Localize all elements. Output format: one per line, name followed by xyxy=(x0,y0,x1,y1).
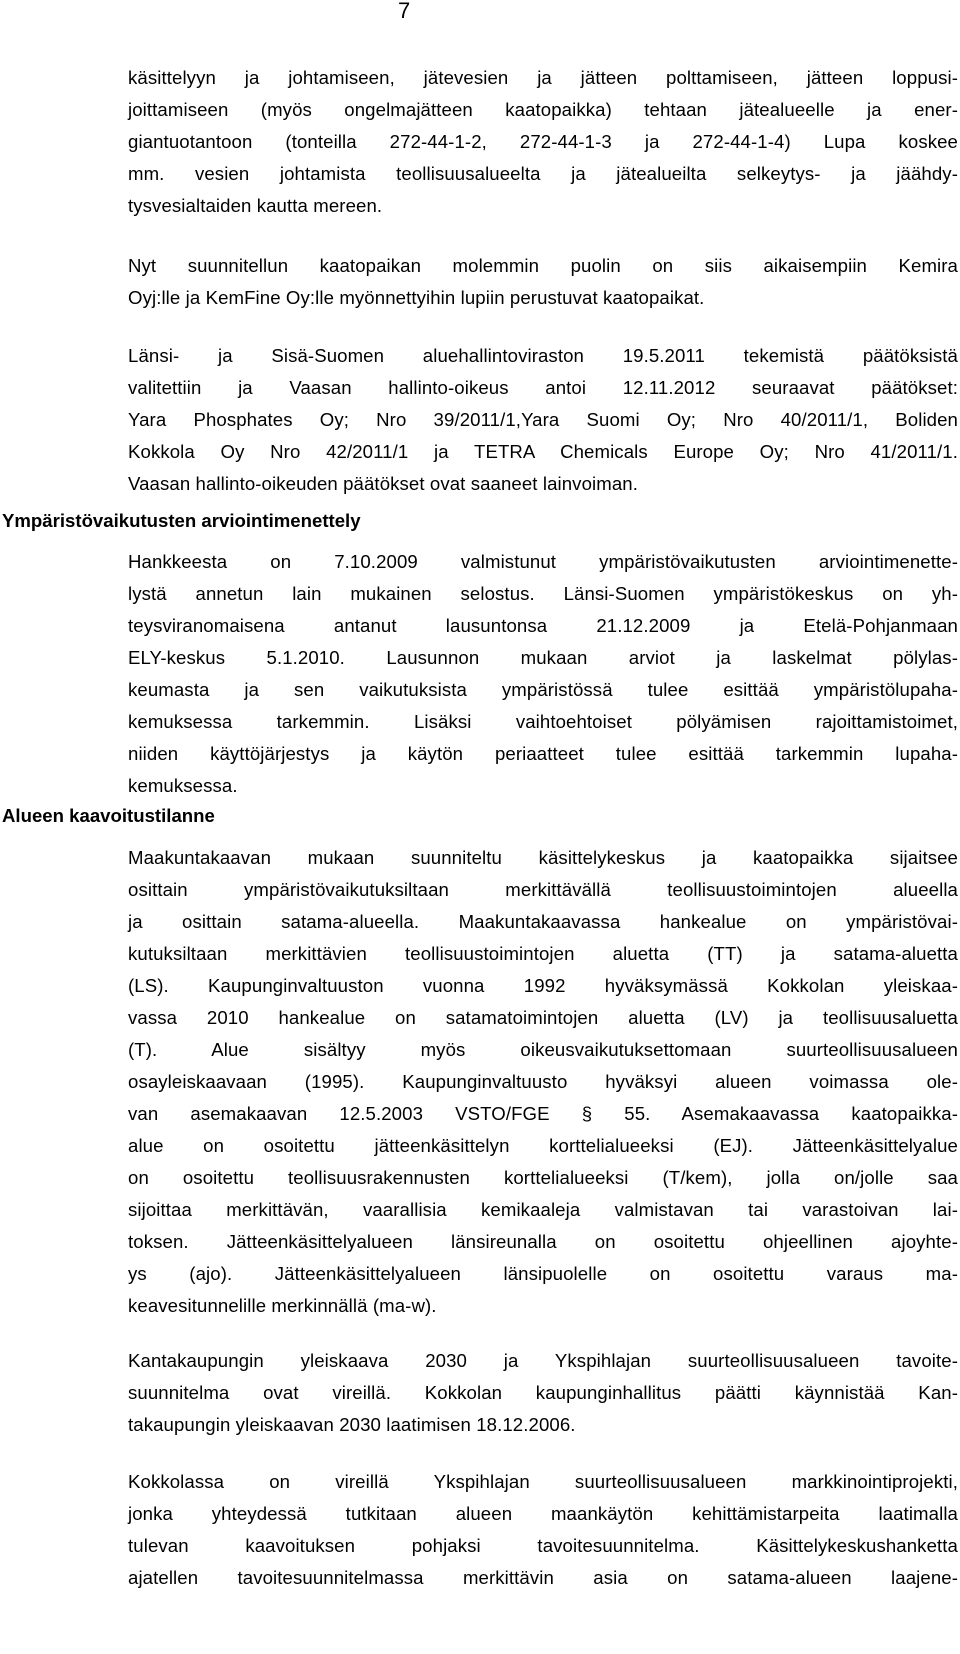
text-line: giantuotantoon (tonteilla 272-44-1-2, 272-44-1-3 ja 272-44-1-4) Lupa koskee xyxy=(128,131,958,152)
text-line: Hankkeesta on 7.10.2009 valmistunut ympäristövaikutusten arviointimenette- xyxy=(128,551,958,572)
text-line: lystä annetun lain mukainen selostus. Länsi-Suomen ympäristökeskus on yh- xyxy=(128,583,958,604)
text-line: keumasta ja sen vaikutuksista ympäristössä tulee esittää ympäristölupaha- xyxy=(128,679,958,700)
paragraph-marketing-project xyxy=(128,1466,958,1594)
text-line: ELY-keskus 5.1.2010. Lausunnon mukaan arviot ja laskelmat pölylas- xyxy=(128,647,958,668)
section-heading-zoning: Alueen kaavoitustilanne xyxy=(2,805,215,826)
text-line: toksen. Jätteenkäsittelyalueen länsireunalla on osoitettu ohjeellinen ajoyhte- xyxy=(128,1231,958,1252)
paragraph-permit-scope xyxy=(128,62,958,222)
paragraph-zoning xyxy=(128,842,958,1322)
text-line: kemuksessa tarkemmin. Lisäksi vaihtoehtoiset pölyämisen rajoittamistoimet, xyxy=(128,711,958,732)
text-line: osayleiskaavaan (1995). Kaupunginvaltuusto hyväksyi alueen voimassa ole- xyxy=(128,1071,958,1092)
text-line: Yara Phosphates Oy; Nro 39/2011/1,Yara Suomi Oy; Nro 40/2011/1, Boliden xyxy=(128,409,958,430)
text-line: Nyt suunnitellun kaatopaikan molemmin puolin on siis aikaisempiin Kemira xyxy=(128,255,958,276)
text-line: tulevan kaavoituksen pohjaksi tavoitesuunnitelma. Käsittelykeskushanketta xyxy=(128,1535,958,1556)
paragraph-court-decisions xyxy=(128,340,958,500)
text-line: kemuksessa. xyxy=(128,775,238,796)
text-line: Kokkola Oy Nro 42/2011/1 ja TETRA Chemicals Europe Oy; Nro 41/2011/1. xyxy=(128,441,958,462)
text-line: sijoittaa merkittävän, vaarallisia kemikaaleja valmistavan tai varastoivan lai- xyxy=(128,1199,958,1220)
text-line: kutuksiltaan merkittävien teollisuustoimintojen aluetta (TT) ja satama-aluetta xyxy=(128,943,958,964)
text-line: ys (ajo). Jätteenkäsittelyalueen länsipuolelle on osoitettu varaus ma- xyxy=(128,1263,958,1284)
paragraph-master-plan xyxy=(128,1345,958,1441)
text-line: joittamiseen (myös ongelmajätteen kaatopaikka) tehtaan jätealueelle ja ener- xyxy=(128,99,958,120)
text-line: van asemakaavan 12.5.2003 VSTO/FGE § 55. Asemakaavassa kaatopaikka- xyxy=(128,1103,958,1124)
text-line: takaupungin yleiskaavan 2030 laatimisen 18.12.2006. xyxy=(128,1414,576,1435)
text-line: Vaasan hallinto-oikeuden päätökset ovat saaneet lainvoiman. xyxy=(128,473,638,494)
text-line: valitettiin ja Vaasan hallinto-oikeus antoi 12.11.2012 seuraavat päätökset: xyxy=(128,377,958,398)
paragraph-landfills xyxy=(128,250,958,314)
text-line: Maakuntakaavan mukaan suunniteltu käsittelykeskus ja kaatopaikka sijaitsee xyxy=(128,847,958,868)
text-line: Kokkolassa on vireillä Ykspihlajan suurteollisuusalueen markkinointiprojekti, xyxy=(128,1471,958,1492)
text-line: (LS). Kaupunginvaltuuston vuonna 1992 hyväksymässä Kokkolan yleiskaa- xyxy=(128,975,958,996)
section-heading-yva: Ympäristövaikutusten arviointimenettely xyxy=(2,510,361,531)
text-line: tysvesialtaiden kautta mereen. xyxy=(128,195,383,216)
text-line: ajatellen tavoitesuunnitelmassa merkittävin asia on satama-alueen laajene- xyxy=(128,1567,958,1588)
text-line: osittain ympäristövaikutuksiltaan merkittävällä teollisuustoimintojen alueella xyxy=(128,879,958,900)
text-line: (T). Alue sisältyy myös oikeusvaikutuksettomaan suurteollisuusalueen xyxy=(128,1039,958,1060)
text-line: Oyj:lle ja KemFine Oy:lle myönnettyihin lupiin perustuvat kaatopaikat. xyxy=(128,287,705,308)
text-line: Kantakaupungin yleiskaava 2030 ja Ykspihlajan suurteollisuusalueen tavoite- xyxy=(128,1350,958,1371)
text-line: suunnitelma ovat vireillä. Kokkolan kaupunginhallitus päätti käynnistää Kan- xyxy=(128,1382,958,1403)
text-line: jonka yhteydessä tutkitaan alueen maankäytön kehittämistarpeita laatimalla xyxy=(128,1503,958,1524)
page-number: 7 xyxy=(398,0,411,23)
text-line: mm. vesien johtamista teollisuusalueelta ja jätealueilta selkeytys- ja jäähdy- xyxy=(128,163,958,184)
text-line: ja osittain satama-alueella. Maakuntakaavassa hankealue on ympäristövai- xyxy=(128,911,958,932)
text-line: vassa 2010 hankealue on satamatoimintojen aluetta (LV) ja teollisuusaluetta xyxy=(128,1007,958,1028)
text-line: Länsi- ja Sisä-Suomen aluehallintoviraston 19.5.2011 tekemistä päätöksistä xyxy=(128,345,958,366)
text-line: keavesitunnelille merkinnällä (ma-w). xyxy=(128,1295,437,1316)
text-line: alue on osoitettu jätteenkäsittelyn korttelialueeksi (EJ). Jätteenkäsittelyalue xyxy=(128,1135,958,1156)
text-line: käsittelyyn ja johtamiseen, jätevesien ja jätteen polttamiseen, jätteen loppusi- xyxy=(128,67,958,88)
text-line: teysviranomaisena antanut lausuntonsa 21.12.2009 ja Etelä-Pohjanmaan xyxy=(128,615,958,636)
text-line: niiden käyttöjärjestys ja käytön periaatteet tulee esittää tarkemmin lupaha- xyxy=(128,743,958,764)
paragraph-yva xyxy=(128,546,958,802)
text-line: on osoitettu teollisuusrakennusten korttelialueeksi (T/kem), jolla on/jolle saa xyxy=(128,1167,958,1188)
